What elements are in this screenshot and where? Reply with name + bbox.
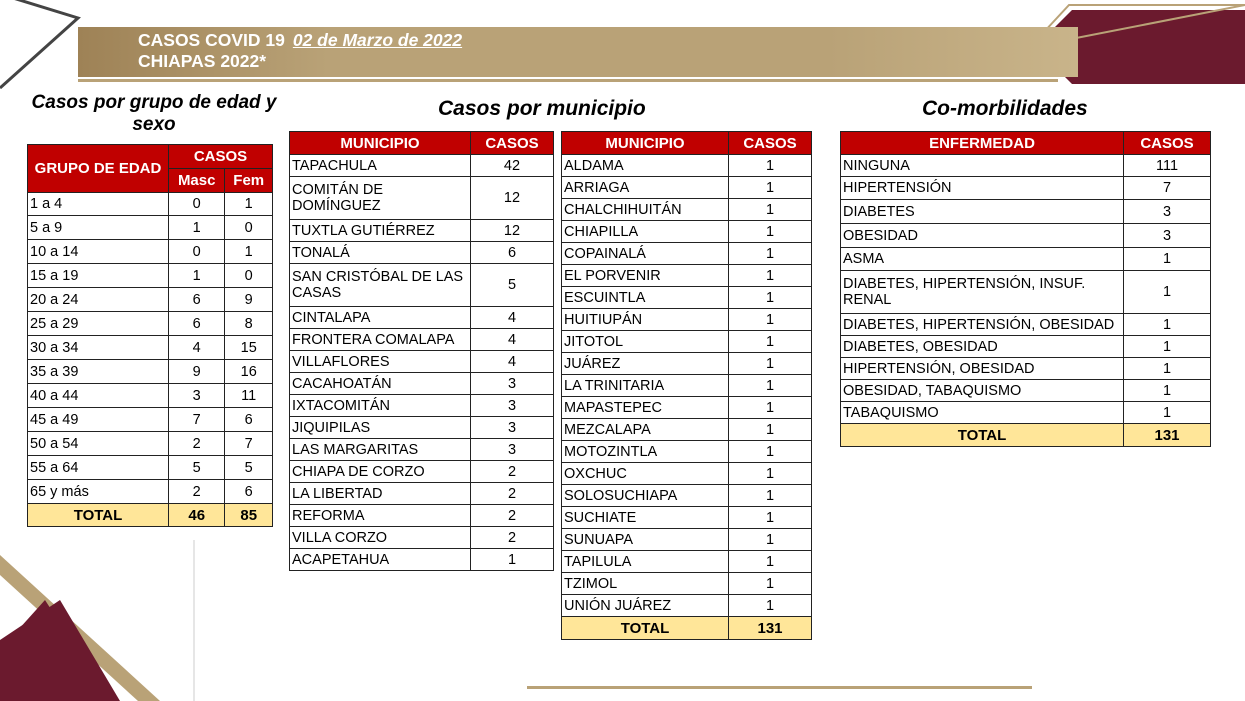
disease-name-cell: HIPERTENSIÓN, OBESIDAD	[841, 358, 1124, 380]
municipio-row	[290, 220, 554, 242]
municipio-cases-cell: 1	[729, 529, 812, 551]
age-group-cell: 40 a 44	[28, 384, 169, 408]
municipio-row	[562, 507, 812, 529]
age-row	[28, 432, 273, 456]
age-section-title: Casos por grupo de edad y sexo	[31, 92, 277, 135]
female-cases-cell: 9	[225, 288, 273, 312]
comorbidity-table	[840, 131, 1211, 447]
municipio-row	[562, 529, 812, 551]
municipio-name-cell: LAS MARGARITAS	[290, 439, 471, 461]
municipio-row	[562, 331, 812, 353]
municipio-name-cell: COPAINALÁ	[562, 243, 729, 265]
male-cases-cell: 6	[169, 288, 225, 312]
municipio-cases-cell: 6	[471, 242, 554, 264]
title-line1: CASOS COVID 19	[138, 30, 285, 50]
male-cases-cell: 6	[169, 312, 225, 336]
municipio-row	[290, 483, 554, 505]
age-row	[28, 240, 273, 264]
municipio-row	[562, 221, 812, 243]
report-date: 02 de Marzo de 2022	[292, 30, 463, 50]
municipio-cases-cell: 1	[729, 397, 812, 419]
municipio-cases-cell: 1	[729, 221, 812, 243]
municipio-row	[562, 419, 812, 441]
municipio-section-title: Casos por municipio	[438, 97, 646, 120]
municipio-cases-cell: 1	[729, 441, 812, 463]
comorb-total-row	[841, 424, 1211, 447]
col-header-municipio: MUNICIPIO	[290, 132, 471, 155]
age-row	[28, 336, 273, 360]
male-cases-cell: 1	[169, 264, 225, 288]
disease-cases-cell: 1	[1124, 358, 1211, 380]
col-header-casos: CASOS	[471, 132, 554, 155]
comorbidity-row	[841, 200, 1211, 224]
disease-name-cell: DIABETES, HIPERTENSIÓN, INSUF. RENAL	[841, 271, 1124, 314]
disease-cases-cell: 1	[1124, 248, 1211, 271]
municipio-name-cell: JITOTOL	[562, 331, 729, 353]
municipio-cases-cell: 4	[471, 351, 554, 373]
disease-name-cell: DIABETES	[841, 200, 1124, 224]
disease-cases-cell: 1	[1124, 402, 1211, 424]
municipio-name-cell: SUNUAPA	[562, 529, 729, 551]
municipio-total-row	[562, 617, 812, 640]
municipio-row	[562, 309, 812, 331]
age-row	[28, 408, 273, 432]
female-cases-cell: 8	[225, 312, 273, 336]
age-row	[28, 480, 273, 504]
top-left-corner-lines	[0, 0, 78, 88]
male-cases-cell: 7	[169, 408, 225, 432]
comorbidity-row	[841, 402, 1211, 424]
municipio-name-cell: TAPACHULA	[290, 155, 471, 177]
disease-cases-cell: 7	[1124, 177, 1211, 200]
disease-cases-cell: 3	[1124, 200, 1211, 224]
age-row	[28, 193, 273, 216]
male-cases-cell: 4	[169, 336, 225, 360]
municipio-cases-cell: 12	[471, 220, 554, 242]
col-header-masc: Masc	[169, 169, 225, 193]
municipio-cases-cell: 3	[471, 439, 554, 461]
municipio-row	[290, 155, 554, 177]
comorbidity-row	[841, 271, 1211, 314]
municipio-row	[290, 264, 554, 307]
municipio-table-1	[289, 131, 554, 571]
female-cases-cell: 7	[225, 432, 273, 456]
municipio-cases-cell: 1	[729, 155, 812, 177]
col-header-casos: CASOS	[1124, 132, 1211, 155]
municipio-name-cell: CHIAPA DE CORZO	[290, 461, 471, 483]
age-total-label: TOTAL	[28, 504, 169, 527]
comorb-section-title: Co-morbilidades	[922, 97, 1088, 120]
disease-cases-cell: 3	[1124, 224, 1211, 248]
municipio-name-cell: MOTOZINTLA	[562, 441, 729, 463]
municipio-row	[290, 329, 554, 351]
age-group-cell: 1 a 4	[28, 193, 169, 216]
comorbidity-row	[841, 336, 1211, 358]
municipio-name-cell: CHALCHIHUITÁN	[562, 199, 729, 221]
comorbidity-row	[841, 248, 1211, 271]
municipio-name-cell: SOLOSUCHIAPA	[562, 485, 729, 507]
municipio-cases-cell: 12	[471, 177, 554, 220]
title-line2: CHIAPAS 2022*	[138, 51, 267, 71]
municipio-name-cell: MAPASTEPEC	[562, 397, 729, 419]
municipio-row	[290, 417, 554, 439]
municipio-name-cell: ESCUINTLA	[562, 287, 729, 309]
age-group-cell: 55 a 64	[28, 456, 169, 480]
col-header-grupo: GRUPO DE EDAD	[28, 145, 169, 193]
municipio-row	[562, 155, 812, 177]
municipio-row	[562, 243, 812, 265]
municipio-cases-cell: 1	[729, 309, 812, 331]
municipio-row	[562, 595, 812, 617]
age-row	[28, 216, 273, 240]
comorb-total-label: TOTAL	[841, 424, 1124, 447]
municipio-name-cell: IXTACOMITÁN	[290, 395, 471, 417]
age-group-cell: 5 a 9	[28, 216, 169, 240]
comorbidity-row	[841, 358, 1211, 380]
municipio-name-cell: SUCHIATE	[562, 507, 729, 529]
age-group-cell: 65 y más	[28, 480, 169, 504]
municipio-name-cell: ARRIAGA	[562, 177, 729, 199]
age-total-row	[28, 504, 273, 527]
col-header-enfermedad: ENFERMEDAD	[841, 132, 1124, 155]
municipio-row	[562, 287, 812, 309]
municipio-name-cell: EL PORVENIR	[562, 265, 729, 287]
municipio-name-cell: VILLA CORZO	[290, 527, 471, 549]
municipio-cases-cell: 3	[471, 417, 554, 439]
age-group-cell: 50 a 54	[28, 432, 169, 456]
comorbidity-row	[841, 155, 1211, 177]
male-cases-cell: 9	[169, 360, 225, 384]
disease-name-cell: ASMA	[841, 248, 1124, 271]
disease-name-cell: DIABETES, OBESIDAD	[841, 336, 1124, 358]
municipio-name-cell: TAPILULA	[562, 551, 729, 573]
age-sex-table	[27, 144, 273, 527]
municipio-cases-cell: 1	[729, 353, 812, 375]
municipio-row	[290, 242, 554, 264]
comorbidity-row	[841, 314, 1211, 336]
municipio-cases-cell: 2	[471, 483, 554, 505]
male-cases-cell: 1	[169, 216, 225, 240]
disease-cases-cell: 111	[1124, 155, 1211, 177]
municipio-row	[562, 177, 812, 199]
age-group-cell: 20 a 24	[28, 288, 169, 312]
footer-gold-line	[527, 686, 1032, 689]
municipio-row	[562, 265, 812, 287]
municipio-row	[562, 397, 812, 419]
municipio-name-cell: JUÁREZ	[562, 353, 729, 375]
municipio-name-cell: REFORMA	[290, 505, 471, 527]
municipio-row	[290, 505, 554, 527]
female-cases-cell: 11	[225, 384, 273, 408]
comorbidity-row	[841, 380, 1211, 402]
municipio-row	[290, 461, 554, 483]
female-cases-cell: 6	[225, 480, 273, 504]
municipio-name-cell: CACAHOATÁN	[290, 373, 471, 395]
age-group-cell: 45 a 49	[28, 408, 169, 432]
municipio-cases-cell: 4	[471, 307, 554, 329]
female-cases-cell: 0	[225, 264, 273, 288]
municipio-cases-cell: 1	[729, 485, 812, 507]
municipio-name-cell: FRONTERA COMALAPA	[290, 329, 471, 351]
disease-name-cell: NINGUNA	[841, 155, 1124, 177]
male-cases-cell: 2	[169, 480, 225, 504]
disease-name-cell: DIABETES, HIPERTENSIÓN, OBESIDAD	[841, 314, 1124, 336]
municipio-name-cell: VILLAFLORES	[290, 351, 471, 373]
col-header-fem: Fem	[225, 169, 273, 193]
municipio-name-cell: LA TRINITARIA	[562, 375, 729, 397]
municipio-row	[290, 549, 554, 571]
female-cases-cell: 5	[225, 456, 273, 480]
municipio-name-cell: MEZCALAPA	[562, 419, 729, 441]
municipio-row	[562, 551, 812, 573]
municipio-row	[290, 351, 554, 373]
municipio-cases-cell: 1	[729, 199, 812, 221]
age-group-cell: 30 a 34	[28, 336, 169, 360]
age-group-cell: 10 a 14	[28, 240, 169, 264]
col-header-municipio: MUNICIPIO	[562, 132, 729, 155]
municipio-cases-cell: 1	[729, 375, 812, 397]
municipio-total-label: TOTAL	[562, 617, 729, 640]
age-group-cell: 15 a 19	[28, 264, 169, 288]
municipio-cases-cell: 1	[729, 595, 812, 617]
municipio-row	[290, 307, 554, 329]
disease-name-cell: TABAQUISMO	[841, 402, 1124, 424]
female-cases-cell: 15	[225, 336, 273, 360]
female-cases-cell: 6	[225, 408, 273, 432]
age-group-cell: 25 a 29	[28, 312, 169, 336]
municipio-cases-cell: 1	[729, 243, 812, 265]
col-header-casos: CASOS	[169, 145, 273, 169]
male-cases-cell: 0	[169, 193, 225, 216]
municipio-cases-cell: 1	[729, 573, 812, 595]
municipio-row	[562, 375, 812, 397]
municipio-name-cell: TZIMOL	[562, 573, 729, 595]
municipio-name-cell: TUXTLA GUTIÉRREZ	[290, 220, 471, 242]
municipio-name-cell: COMITÁN DE DOMÍNGUEZ	[290, 177, 471, 220]
municipio-cases-cell: 1	[729, 507, 812, 529]
male-cases-cell: 5	[169, 456, 225, 480]
municipio-cases-cell: 2	[471, 461, 554, 483]
municipio-row	[562, 199, 812, 221]
municipio-cases-cell: 1	[729, 419, 812, 441]
male-cases-cell: 0	[169, 240, 225, 264]
municipio-name-cell: HUITIUPÁN	[562, 309, 729, 331]
comorb-total-value: 131	[1124, 424, 1211, 447]
age-row	[28, 264, 273, 288]
municipio-row	[562, 573, 812, 595]
disease-name-cell: OBESIDAD	[841, 224, 1124, 248]
municipio-row	[562, 463, 812, 485]
male-cases-cell: 3	[169, 384, 225, 408]
municipio-total-value: 131	[729, 617, 812, 640]
municipio-row	[290, 527, 554, 549]
age-row	[28, 312, 273, 336]
municipio-cases-cell: 42	[471, 155, 554, 177]
female-cases-cell: 16	[225, 360, 273, 384]
comorbidity-row	[841, 224, 1211, 248]
disease-cases-cell: 1	[1124, 271, 1211, 314]
age-group-cell: 35 a 39	[28, 360, 169, 384]
female-cases-cell: 1	[225, 193, 273, 216]
municipio-name-cell: ALDAMA	[562, 155, 729, 177]
municipio-row	[290, 177, 554, 220]
age-row	[28, 288, 273, 312]
disease-cases-cell: 1	[1124, 380, 1211, 402]
municipio-row	[290, 439, 554, 461]
municipio-name-cell: TONALÁ	[290, 242, 471, 264]
municipio-cases-cell: 5	[471, 264, 554, 307]
municipio-name-cell: CHIAPILLA	[562, 221, 729, 243]
municipio-cases-cell: 4	[471, 329, 554, 351]
municipio-cases-cell: 1	[729, 287, 812, 309]
municipio-name-cell: CINTALAPA	[290, 307, 471, 329]
disease-name-cell: OBESIDAD, TABAQUISMO	[841, 380, 1124, 402]
age-row	[28, 384, 273, 408]
age-total-masc: 46	[169, 504, 225, 527]
female-cases-cell: 0	[225, 216, 273, 240]
municipio-name-cell: OXCHUC	[562, 463, 729, 485]
municipio-name-cell: LA LIBERTAD	[290, 483, 471, 505]
disease-cases-cell: 1	[1124, 336, 1211, 358]
age-row	[28, 360, 273, 384]
municipio-cases-cell: 1	[729, 177, 812, 199]
col-header-casos: CASOS	[729, 132, 812, 155]
municipio-cases-cell: 2	[471, 527, 554, 549]
header-banner-underline	[78, 79, 1058, 82]
header-title	[138, 30, 462, 72]
municipio-cases-cell: 3	[471, 373, 554, 395]
municipio-row	[290, 373, 554, 395]
municipio-row	[290, 395, 554, 417]
male-cases-cell: 2	[169, 432, 225, 456]
municipio-cases-cell: 1	[729, 463, 812, 485]
municipio-cases-cell: 1	[471, 549, 554, 571]
municipio-table-2	[561, 131, 812, 640]
municipio-cases-cell: 2	[471, 505, 554, 527]
municipio-row	[562, 441, 812, 463]
female-cases-cell: 1	[225, 240, 273, 264]
age-total-fem: 85	[225, 504, 273, 527]
comorbidity-row	[841, 177, 1211, 200]
municipio-cases-cell: 1	[729, 265, 812, 287]
age-row	[28, 456, 273, 480]
municipio-name-cell: UNIÓN JUÁREZ	[562, 595, 729, 617]
municipio-row	[562, 353, 812, 375]
municipio-row	[562, 485, 812, 507]
municipio-name-cell: JIQUIPILAS	[290, 417, 471, 439]
municipio-cases-cell: 3	[471, 395, 554, 417]
municipio-cases-cell: 1	[729, 551, 812, 573]
disease-name-cell: HIPERTENSIÓN	[841, 177, 1124, 200]
municipio-cases-cell: 1	[729, 331, 812, 353]
disease-cases-cell: 1	[1124, 314, 1211, 336]
municipio-name-cell: ACAPETAHUA	[290, 549, 471, 571]
municipio-name-cell: SAN CRISTÓBAL DE LAS CASAS	[290, 264, 471, 307]
